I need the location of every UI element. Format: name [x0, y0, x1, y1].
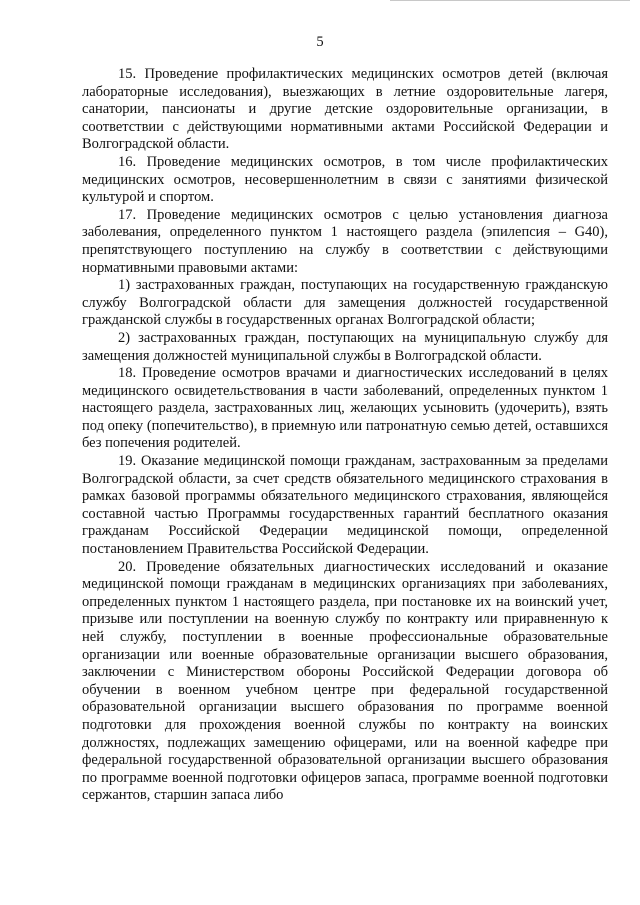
top-rule: [390, 0, 630, 3]
paragraph-item-16: 16. Проведение медицинских осмотров, в том числе профилактических медицинских осмотров, несовершеннолетним в связи с занятиями физической культурой и спортом.: [82, 153, 608, 206]
paragraph-item-15: 15. Проведение профилактических медицинских осмотров детей (включая лабораторные исследования), выезжающих в летние оздоровительные лагеря, санатории, пансионаты и другие детские оздоровительные организации, в соответствии с действующими нормативными актами Российской Федерации и Волгоградской области.: [82, 66, 608, 153]
page-number: 5: [316, 34, 324, 50]
paragraph-item-18: 18. Проведение осмотров врачами и диагностических исследований в целях медицинского освидетельствования в части заболеваний, определенных пунктом 1 настоящего раздела, застрахованных лиц, желающих усыновить (удочерить), взять под опеку (попечительство), в приемную или патронатную семью детей, оставшихся без попечения родителей.: [82, 365, 608, 452]
paragraph-item-17: 17. Проведение медицинских осмотров с целью установления диагноза заболевания, определенного пунктом 1 настоящего раздела (эпилепсия – G40), препятствующего поступлению на службу в соответствии с действующими нормативными правовыми актами:: [82, 206, 608, 276]
document-body: [82, 66, 608, 805]
subparagraph-2: 2) застрахованных граждан, поступающих на муниципальную службу для замещения должностей муниципальной службы в Волгоградской области.: [82, 329, 608, 364]
paragraph-item-19: 19. Оказание медицинской помощи гражданам, застрахованным за пределами Волгоградской области, за счет средств обязательного медицинского страхования в рамках базовой программы обязательного медицинского страхования, являющейся составной частью Программы государственных гарантий бесплатного оказания гражданам Российской Федерации медицинской помощи, определенной постановлением Правительства Российской Федерации.: [82, 453, 608, 558]
paragraph-item-20: 20. Проведение обязательных диагностических исследований и оказание медицинской помощи гражданам в медицинских организациях при заболеваниях, определенных пунктом 1 настоящего раздела, при постановке их на воинский учет, призыве или поступлении на военную службу по контракту или приравненную к ней службу, поступлении в военные профессиональные образовательные организации или военные образовательные организации высшего образования, заключении с Министерством обороны Российской Федерации договора об обучении в военном учебном центре при федеральной государственной образовательной организации высшего образования по программе военной подготовки для прохождения военной службы по контракту на воинских должностях, подлежащих замещению офицерами, или на военной кафедре при федеральной государственной образовательной организации высшего образования по программе военной подготовки офицеров запаса, программе военной подготовки сержантов, старшин запаса либо: [82, 558, 608, 804]
subparagraph-1: 1) застрахованных граждан, поступающих на государственную гражданскую службу Волгоградской области для замещения должностей государственной гражданской службы в государственных органах Волгоградской области;: [82, 277, 608, 329]
